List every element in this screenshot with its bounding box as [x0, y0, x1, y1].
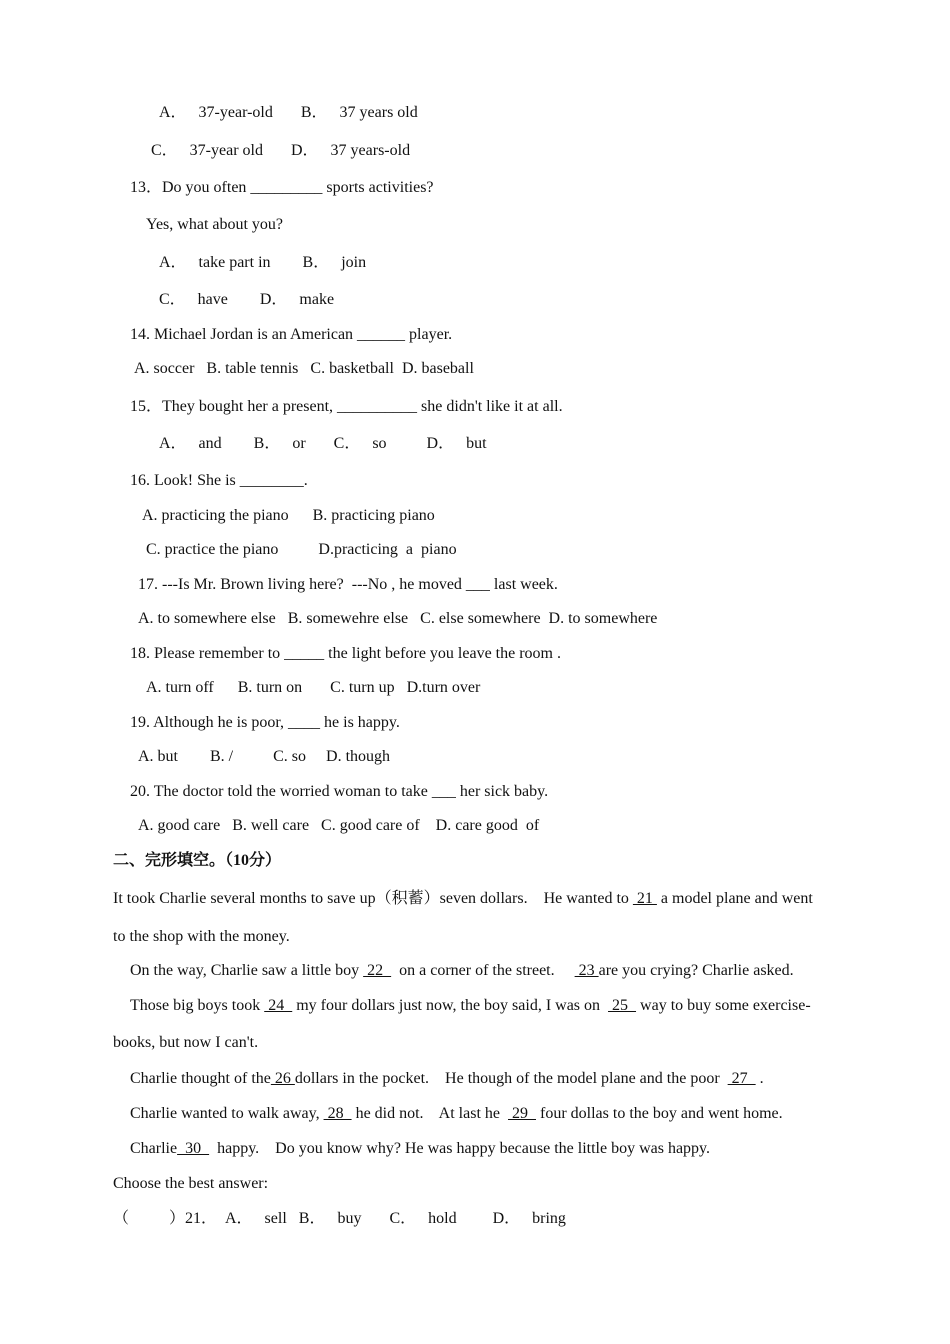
q13-reply: Yes, what about you?	[146, 216, 284, 233]
blank-28: 28	[323, 1105, 352, 1122]
passage-line-3	[130, 961, 794, 981]
q13-stem: 13．Do you often _________ sports activities?	[130, 179, 434, 196]
passage-text: Those big boys took	[130, 997, 265, 1014]
q16-stem: 16. Look! She is ________.	[130, 472, 308, 489]
q13-options-cd: C． have D． make	[159, 291, 335, 308]
passage-text: way to buy some exercise-	[636, 997, 811, 1014]
passage-line-2: to the shop with the money.	[113, 928, 290, 945]
section-title: 二、完形填空。（10分）	[113, 852, 282, 869]
passage-text: Charlie thought of the	[130, 1070, 271, 1087]
blank-27: 27	[727, 1070, 756, 1087]
passage-text: .	[755, 1070, 764, 1087]
passage-text: four dollas to the boy and went home.	[536, 1105, 783, 1122]
passage-text: It took Charlie several months to save up（积蓄）seven dollars. He wanted to	[113, 890, 633, 907]
blank-26: 26	[270, 1070, 295, 1087]
passage-line-4	[130, 996, 811, 1016]
passage-text: he did not. At last he	[351, 1105, 508, 1122]
q13-options-ab: A． take part in B． join	[159, 254, 367, 271]
q15-stem: 15．They bought her a present, __________ she didn't like it at all.	[130, 398, 563, 415]
q16-options-cd: C. practice the piano D.practicing a piano	[146, 541, 457, 558]
q18-stem: 18. Please remember to _____ the light before you leave the room .	[130, 645, 561, 662]
q14-stem: 14. Michael Jordan is an American ______ player.	[130, 326, 453, 343]
blank-30: 30	[177, 1140, 210, 1157]
passage-text: are you crying? Charlie asked.	[598, 962, 794, 979]
q12-options-ab: A． 37-year-old B． 37 years old	[159, 104, 418, 121]
passage-text: a model plane and went	[656, 890, 813, 907]
passage-line-6	[130, 1069, 764, 1089]
blank-23: 23	[574, 962, 599, 979]
blank-22: 22	[363, 962, 392, 979]
passage-line-5: books, but now I can't.	[113, 1034, 259, 1051]
passage-line-8	[130, 1139, 710, 1159]
blank-25: 25	[608, 997, 637, 1014]
blank-29: 29	[508, 1105, 536, 1122]
blank-21: 21	[632, 890, 657, 907]
q15-options: A． and B． or C． so D． but	[159, 435, 487, 452]
q16-options-ab: A. practicing the piano B. practicing piano	[142, 507, 435, 524]
passage-text: Charlie	[130, 1140, 178, 1157]
q17-options: A. to somewhere else B. somewehre else C. else somewhere D. to somewhere	[138, 610, 658, 627]
passage-text: my four dollars just now, the boy said, I was on	[292, 997, 609, 1014]
q19-stem: 19. Although he is poor, ____ he is happy.	[130, 714, 400, 731]
passage-text: on a corner of the street.	[391, 962, 575, 979]
passage-text: On the way, Charlie saw a little boy	[130, 962, 364, 979]
blank-24: 24	[264, 997, 293, 1014]
q18-options: A. turn off B. turn on C. turn up D.turn over	[146, 679, 481, 696]
q17-stem: 17. ---Is Mr. Brown living here? ---No , he moved ___ last week.	[138, 576, 558, 593]
passage-text: Charlie wanted to walk away,	[130, 1105, 324, 1122]
q19-options: A. but B. / C. so D. though	[138, 748, 391, 765]
choose-instruction: Choose the best answer:	[113, 1175, 269, 1192]
q12-options-cd: C． 37-year old D． 37 years-old	[151, 142, 411, 159]
passage-text: happy. Do you know why? He was happy because the little boy was happy.	[209, 1140, 711, 1157]
q20-stem: 20. The doctor told the worried woman to take ___ her sick baby.	[130, 783, 549, 800]
passage-text: dollars in the pocket. He though of the model plane and the poor	[294, 1070, 728, 1087]
q20-options: A. good care B. well care C. good care of D. care good of	[138, 817, 540, 834]
q21-line: （ ）21． A． sell B． buy C． hold D． bring	[113, 1210, 566, 1227]
q14-options: A. soccer B. table tennis C. basketball D. baseball	[134, 360, 474, 377]
passage-line-1	[113, 889, 813, 909]
passage-line-7	[130, 1104, 783, 1124]
